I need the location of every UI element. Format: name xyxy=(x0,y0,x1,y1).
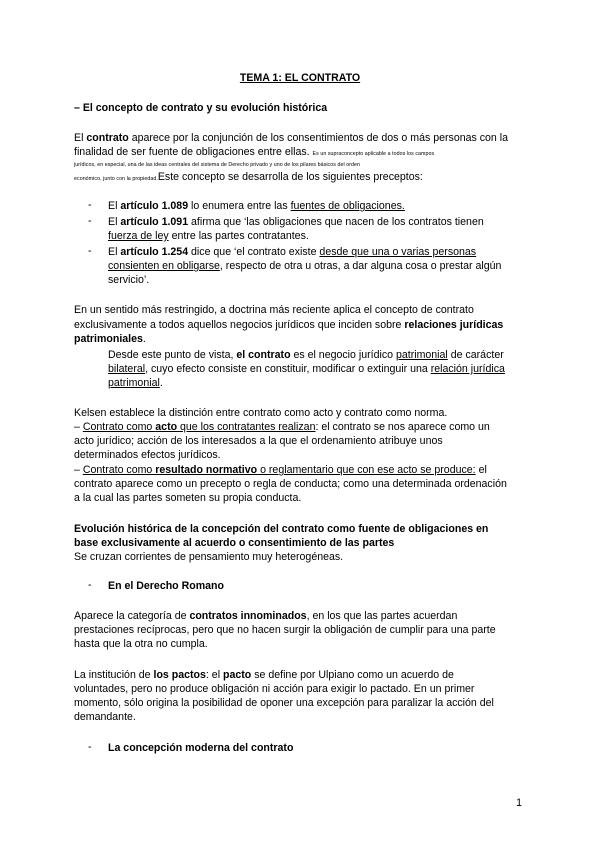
paragraph-line: El contrato aparece por la conjunción de los consentimientos de dos o más personas con la xyxy=(74,132,508,144)
paragraph-line: demandante. xyxy=(74,711,136,723)
paragraph-line: hasta que la otra no cumpla. xyxy=(74,638,208,650)
page-number: 1 xyxy=(516,797,522,809)
paragraph-line: jurídicos, en especial, una de las ideas centrales del sistema de Derecho privado y uno de los pilares básicos del orden xyxy=(74,162,361,168)
paragraph-line: momento, sólo origina la posibilidad de oponer una excepción para paralizar la acción del xyxy=(74,697,494,709)
bullet-marker: - xyxy=(88,245,92,257)
section-heading: – El concepto de contrato y su evolución histórica xyxy=(74,102,328,114)
bullet-marker: - xyxy=(88,199,92,211)
bullet-marker: - xyxy=(88,741,92,753)
paragraph-line: prestaciones recíprocas, pero que no hacen surgir la obligación de cumplir para una parte xyxy=(74,624,496,636)
list-item: El artículo 1.091 afirma que ‘las obligaciones que nacen de los contratos tienen xyxy=(108,216,484,228)
paragraph-line: finalidad de ser fuente de obligaciones entre ellas. Es un supraconcepto aplicable a todos los campos xyxy=(74,146,435,158)
paragraph-line: En un sentido más restringido, a doctrina más reciente aplica el concepto de contrato xyxy=(74,304,474,316)
paragraph-line: Se cruzan corrientes de pensamiento muy heterogéneas. xyxy=(74,551,344,563)
bullet-marker: - xyxy=(88,579,92,591)
paragraph-line: Aparece la categoría de contratos innominados, en los que las partes acuerdan xyxy=(74,610,458,622)
paragraph-line: bilateral, cuyo efecto consiste en constituir, modificar o extinguir una relación jurídica xyxy=(108,363,505,375)
paragraph-line: La institución de los pactos: el pacto se define por Ulpiano como un acuerdo de xyxy=(74,669,454,681)
section-heading: Evolución histórica de la concepción del contrato como fuente de obligaciones en xyxy=(74,523,489,535)
section-heading: base exclusivamente al acuerdo o consentimiento de las partes xyxy=(74,537,395,549)
page-title: TEMA 1: EL CONTRATO xyxy=(239,72,361,84)
paragraph-line: acto jurídico; acción de los interesados a la que el ordenamiento atribuye unos xyxy=(74,435,443,447)
paragraph-line: contrato aparece como un precepto o regla de conducta; como una determinada ordenación xyxy=(74,478,507,490)
paragraph-line: voluntades, pero no produce obligación ni acción para exigir lo pactado. En un primer xyxy=(74,683,475,695)
paragraph-line: Desde este punto de vista, el contrato es el negocio jurídico patrimonial de carácter xyxy=(108,349,504,361)
paragraph-line: – Contrato como acto que los contratantes realizan: el contrato se nos aparece como un xyxy=(74,421,490,433)
list-item: consienten en obligarse, respecto de otra u otras, a dar alguna cosa o prestar algún xyxy=(108,260,502,272)
paragraph-line: exclusivamente a todos aquellos negocios jurídicos que inciden sobre relaciones jurídicas xyxy=(74,319,504,331)
paragraph-line: – Contrato como resultado normativo o reglamentario que con ese acto se produce: el xyxy=(74,464,487,476)
bullet-marker: - xyxy=(88,215,92,227)
subsection-heading: La concepción moderna del contrato xyxy=(108,742,294,754)
paragraph-line: a la cual las partes someten su propia conducta. xyxy=(74,492,302,504)
list-item: fuerza de ley entre las partes contratantes. xyxy=(108,230,309,242)
subsection-heading: En el Derecho Romano xyxy=(108,580,224,592)
paragraph-line: patrimonial. xyxy=(108,377,163,389)
paragraph-line: económico, junto con la propiedad.Este concepto se desarrolla de los siguientes preceptos: xyxy=(74,171,423,183)
list-item: servicio’. xyxy=(108,274,150,286)
list-item: El artículo 1.089 lo enumera entre las fuentes de obligaciones. xyxy=(108,200,405,212)
paragraph-line: determinados efectos jurídicos. xyxy=(74,449,221,461)
paragraph-line: Kelsen establece la distinción entre contrato como acto y contrato como norma. xyxy=(74,407,448,419)
paragraph-line: patrimoniales. xyxy=(74,333,146,345)
list-item: El artículo 1.254 dice que ‘el contrato existe desde que una o varias personas xyxy=(108,246,477,258)
